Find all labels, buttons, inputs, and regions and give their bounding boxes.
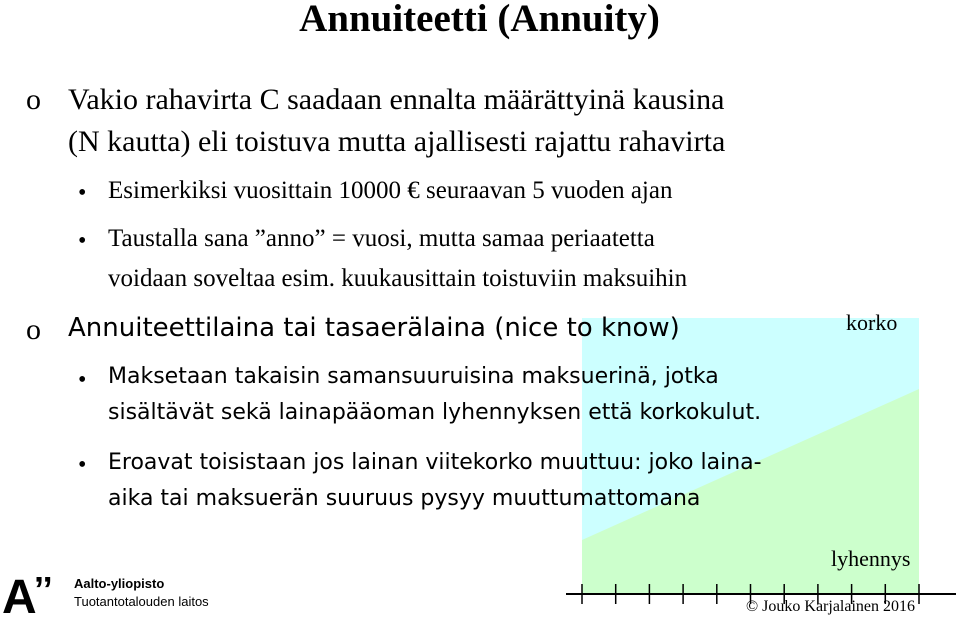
bullet-2-sub-1-line-2: sisältävät sekä lainapääoman lyhennyksen että korkokulut.	[108, 400, 762, 425]
bullet-marker-o: o	[26, 313, 41, 346]
interest-label: korko	[846, 310, 898, 335]
organization-name: Aalto-yliopisto	[74, 576, 165, 591]
bullet-1-sub-2-line-2: voidaan soveltaa esim. kuukausittain toistuviin maksuihin	[108, 265, 688, 292]
bullet-1-sub-1: Esimerkiksi vuosittain 10000 € seuraavan 5 vuoden ajan	[108, 177, 673, 204]
bullet-2-sub-1-line-1: Maksetaan takaisin samansuuruisina maksuerinä, jotka	[108, 364, 719, 389]
slide-title: Annuiteetti (Annuity)	[299, 0, 660, 40]
copyright-text: © Jouko Karjalainen 2016	[746, 598, 916, 615]
aalto-logo-letter: A	[2, 571, 37, 623]
sub-bullet-marker: •	[78, 180, 87, 206]
bullet-1-line-2: (N kautta) eli toistuva mutta ajallisesti rajattu rahavirta	[68, 125, 726, 158]
aalto-logo-mark: ’’	[34, 569, 53, 610]
bullet-1-sub-2-line-1: Taustalla sana ”anno” = vuosi, mutta samaa periaatetta	[108, 225, 655, 252]
sub-bullet-marker: •	[78, 367, 87, 393]
principal-label: lyhennys	[831, 546, 911, 571]
bullet-1-line-1: Vakio rahavirta C saadaan ennalta määrättyinä kausina	[68, 83, 725, 116]
department-name: Tuotantotalouden laitos	[74, 594, 209, 609]
bullet-2-sub-2-line-2: aika tai maksuerän suuruus pysyy muuttumattomana	[108, 486, 701, 511]
sub-bullet-marker: •	[78, 452, 87, 478]
bullet-2-line-1: Annuiteettilaina tai tasaerälaina (nice to know)	[68, 313, 680, 343]
sub-bullet-marker: •	[78, 228, 87, 254]
bullet-marker-o: o	[26, 83, 41, 116]
bullet-2-sub-2-line-1: Eroavat toisistaan jos lainan viitekorko muuttuu: joko laina-	[108, 450, 762, 475]
